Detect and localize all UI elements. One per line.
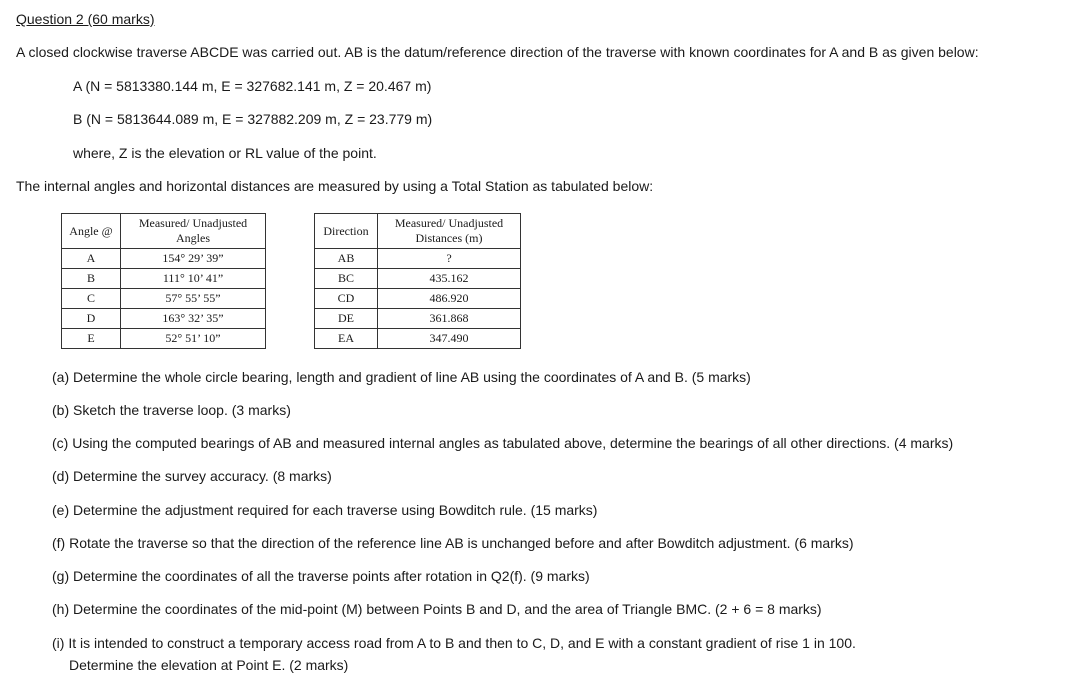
question-a: (a) Determine the whole circle bearing, length and gradient of line AB using the coordinates of A and B. (5 marks) — [52, 369, 751, 385]
angle-point: B — [62, 269, 121, 289]
distances-table — [314, 213, 521, 349]
angles-table — [61, 213, 266, 349]
question-f: (f) Rotate the traverse so that the direction of the reference line AB is unchanged before and after Bowditch adjustment. (6 marks) — [52, 535, 854, 551]
distance-value: 361.868 — [378, 309, 521, 329]
distances-header-direction: Direction — [315, 214, 378, 249]
question-b: (b) Sketch the traverse loop. (3 marks) — [52, 402, 291, 418]
angle-value: 52° 51’ 10” — [121, 329, 266, 349]
table-intro: The internal angles and horizontal distances are measured by using a Total Station as tabulated below: — [16, 178, 654, 194]
table-row — [315, 249, 521, 269]
table-row — [62, 309, 266, 329]
table-row — [62, 289, 266, 309]
table-row — [62, 329, 266, 349]
question-g: (g) Determine the coordinates of all the traverse points after rotation in Q2(f). (9 marks) — [52, 568, 590, 584]
table-row — [62, 269, 266, 289]
angle-value: 111° 10’ 41” — [121, 269, 266, 289]
angles-table-header — [62, 214, 266, 249]
question-i-continued: Determine the elevation at Point E. (2 marks) — [69, 657, 349, 673]
direction-label: DE — [315, 309, 378, 329]
angle-value: 163° 32’ 35” — [121, 309, 266, 329]
angles-header-measured: Measured/ Unadjusted Angles — [121, 214, 266, 249]
question-e: (e) Determine the adjustment required for each traverse using Bowditch rule. (15 marks) — [52, 502, 598, 518]
question-title: Question 2 (60 marks) — [16, 11, 155, 27]
direction-label: EA — [315, 329, 378, 349]
table-row — [315, 289, 521, 309]
table-row — [315, 269, 521, 289]
angle-value: 154° 29’ 39” — [121, 249, 266, 269]
distance-value: 347.490 — [378, 329, 521, 349]
direction-label: CD — [315, 289, 378, 309]
question-h: (h) Determine the coordinates of the mid-point (M) between Points B and D, and the area of Triangle BMC. (2 + 6 = 8 marks) — [52, 601, 822, 617]
intro-text: A closed clockwise traverse ABCDE was carried out. AB is the datum/reference direction of the traverse with known coordinates for A and B as given below: — [16, 44, 979, 60]
angles-header-angle: Angle @ — [62, 214, 121, 249]
angle-point: E — [62, 329, 121, 349]
direction-label: AB — [315, 249, 378, 269]
angle-point: A — [62, 249, 121, 269]
table-row — [315, 329, 521, 349]
direction-label: BC — [315, 269, 378, 289]
distances-header-measured: Measured/ Unadjusted Distances (m) — [378, 214, 521, 249]
distances-table-header — [315, 214, 521, 249]
point-b-coordinates: B (N = 5813644.089 m, E = 327882.209 m, Z = 23.779 m) — [73, 111, 433, 127]
table-row — [315, 309, 521, 329]
point-a-coordinates: A (N = 5813380.144 m, E = 327682.141 m, Z = 20.467 m) — [73, 78, 432, 94]
question-i: (i) It is intended to construct a temporary access road from A to B and then to C, D, and E with a constant gradient of rise 1 in 100. — [52, 635, 856, 651]
distance-value: 435.162 — [378, 269, 521, 289]
distance-value: ? — [378, 249, 521, 269]
table-row — [62, 249, 266, 269]
angle-point: D — [62, 309, 121, 329]
where-note: where, Z is the elevation or RL value of the point. — [73, 145, 377, 161]
question-c: (c) Using the computed bearings of AB and measured internal angles as tabulated above, determine the bearings of all other directions. (4 marks) — [52, 435, 954, 451]
angle-value: 57° 55’ 55” — [121, 289, 266, 309]
distance-value: 486.920 — [378, 289, 521, 309]
question-d: (d) Determine the survey accuracy. (8 marks) — [52, 468, 332, 484]
angle-point: C — [62, 289, 121, 309]
